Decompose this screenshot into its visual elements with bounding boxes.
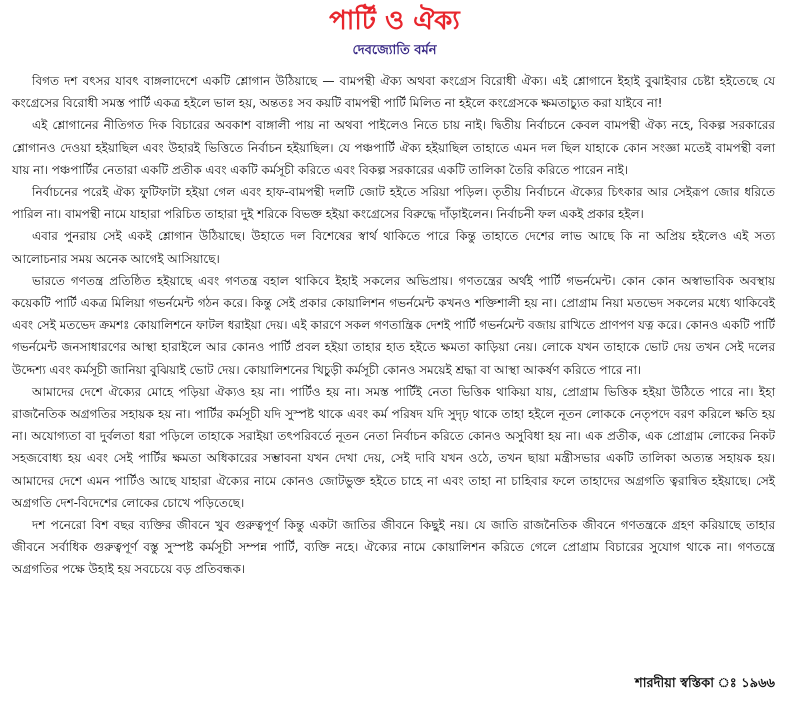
paragraph-4: এবার পুনরায় সেই একই শ্লোগান উঠিয়াছে। উহাতে দল বিশেষের স্বার্থ থাকিতে পারে কিন্তু তাহাতে দেশের লাভ আছে কি না অপ্রিয় হইলেও এই সত্য আলোচনার সময় অনেক আগেই আসিয়াছে। [12,229,775,266]
paragraph-7: দশ পনেরো বিশ বছর ব্যক্তির জীবনে খুব গুরুত্বপূর্ণ কিন্তু একটা জাতির জীবনে কিছুই নয়। যে জাতি রাজনৈতিক জীবনে গণতন্ত্রকে গ্রহণ করিয়াছে তাহার জীবনে সর্বাধিক গুরুত্বপূর্ণ বস্তু সুস্পষ্ট কর্মসূচী সম্পন্ন পার্টি, ব্যক্তি নহে। ঐক্যের নামে কোয়ালিশন করিতে গেলে প্রোগ্রাম বিচারের সুযোগ থাকে না। গণতন্ত্রে অগ্রগতির পক্ষে উহাই হয় সবচেয়ে বড় প্রতিবন্ধক। [12,518,775,577]
paragraph-2: এই শ্লোগানের নীতিগত দিক বিচারের অবকাশ বাঙ্গালী পায় না অথবা পাইলেও নিতে চায় নাই। দ্বিতীয় নির্বাচনে কেবল বামপন্থী ঐক্য নহে, বিকল্প সরকারের শ্লোগানও দেওয়া হইয়াছিল এবং উহারই ভিত্তিতে নির্বাচন হইয়াছিল। যে পঞ্চপার্টি ঐক্য হইয়াছিল তাহাতে এমন দল ছিল যাহাকে কোন সংজ্ঞা মতেই বামপন্থী বলা যায় না। পঞ্চপার্টির নেতারা একটি প্রতীক এবং একটি কর্মসূচী করিতে এবং বিকল্প সরকারের একটি তালিকা তৈরি করিতে পারেন নাই। [12,118,775,177]
source-citation: শারদীয়া স্বস্তিকা ঃ ১৯৬৬ [635,676,775,691]
paragraph-3: নির্বাচনের পরেই ঐক্য ফুটিফাটা হইয়া গেল এবং হাফ-বামপন্থী দলটি জোট হইতে সরিয়া পড়িল। তৃতীয় নির্বাচনে ঐক্যের চিৎকার আর সেইরূপ জোর ধরিতে পারিল না। বামপন্থী নামে যাহারা পরিচিত তাহারা দুই শরিকে বিভক্ত হইয়া কংগ্রেসের বিরুদ্ধে দাঁড়াইলেন। নির্বাচনী ফল একই প্রকার হইল। [12,185,775,222]
paragraph-6: আমাদের দেশে ঐক্যের মোহে পড়িয়া ঐক্যও হয় না। পার্টিও হয় না। সমস্ত পার্টিই নেতা ভিত্তিক থাকিয়া যায়, প্রোগ্রাম ভিত্তিক হইয়া উঠিতে পারে না। ইহা রাজনৈতিক অগ্রগতির সহায়ক হয় না। পার্টির কর্মসূচী যদি সুস্পষ্ট থাকে এবং কর্ম পরিষদ যদি সুদৃঢ় থাকে তাহা হইলে নূতন লোককে নেতৃপদে বরণ করিলে ক্ষতি হয় না। অযোগ্যতা বা দুর্বলতা ধরা পড়িলে তাহাকে সরাইয়া তৎপরিবর্তে নূতন নেতা নির্বাচন করিতে কোনও অসুবিধা হয় না। এক প্রতীক, এক প্রোগ্রাম লোকের নিকট সহজবোধ্য হয় এবং সেই পার্টির ক্ষমতা অধিকারের সম্ভাবনা যখন দেখা দেয়, সেই দাবি যখন ওঠে, তখন ছায়া মন্ত্রীসভার একটি তালিকা অত্যন্ত সহায়ক হয়। আমাদের দেশে এমন পার্টিও আছে যাহারা ঐক্যের নামে কোনও জোটভুক্ত হইতে চাহে না এবং তাহা না চাহিবার ফলে তাহাদের অগ্রগতি ত্বরান্বিত হইয়াছে। সেই অগ্রগতি দেশ-বিদেশের লোকের চোখে পড়িতেছে। [12,384,775,510]
paragraph-1: বিগত দশ বৎসর যাবৎ বাঙ্গলাদেশে একটি শ্লোগান উঠিয়াছে — বামপন্থী ঐক্য অথবা কংগ্রেস বিরোধী ঐক্য। এই শ্লোগানে ইহাই বুঝাইবার চেষ্টা হইতেছে যে কংগ্রেসের বিরোধী সমস্ত পার্টি একত্র হইলে ভাল হয়, অন্ততঃ সব কয়টি বামপন্থী পার্টি মিলিত না হইলে কংগ্রেসকে ক্ষমতাচ্যুত করা যাইবে না! [12,74,775,111]
paragraph-5: ভারতে গণতন্ত্র প্রতিষ্ঠিত হইয়াছে এবং গণতন্ত্র বহাল থাকিবে ইহাই সকলের অভিপ্রায়। গণতন্ত্রের অর্থই পার্টি গভর্নমেন্ট। কোন কোন অস্বাভাবিক অবস্থায় কয়েকটি পার্টি একত্র মিলিয়া গভর্নমেন্ট গঠন করে। কিন্তু সেই প্রকার কোয়ালিশন গভর্নমেন্ট কখনও শক্তিশালী হয় না। প্রোগ্রাম নিয়া মতভেদ সকলের মধ্যে থাকিবেই এবং সেই মতভেদ ক্রমশঃ কোয়ালিশনে ফাটল ধরাইয়া দেয়। এই কারণে সকল গণতান্ত্রিক দেশই পার্টি গভর্নমেন্ট বজায় রাখিতে প্রাণপণ যত্ন করে। কোনও একটি পার্টি গভর্নমেন্ট জনসাধারণের আস্থা হারাইলে আর কোনও পার্টি প্রবল হইয়া তাহার হাত হইতে ক্ষমতা কাড়িয়া নেয়। লোকে যখন তাহাকে ভোট দেয় তখন সেই দলের উদ্দেশ্য এবং কর্মসূচী জানিয়া বুঝিয়াই ভোট দেয়। কোয়ালিশনের খিচুড়ী কর্মসূচী কোনও সময়েই শ্রদ্ধা বা আস্থা আকর্ষণ করিতে পারে না। [12,273,775,377]
article-title: পার্টি ও ঐক্য [329,6,460,36]
article-author: দেবজ্যোতি বর্মন [352,43,437,58]
article-body [0,70,789,581]
